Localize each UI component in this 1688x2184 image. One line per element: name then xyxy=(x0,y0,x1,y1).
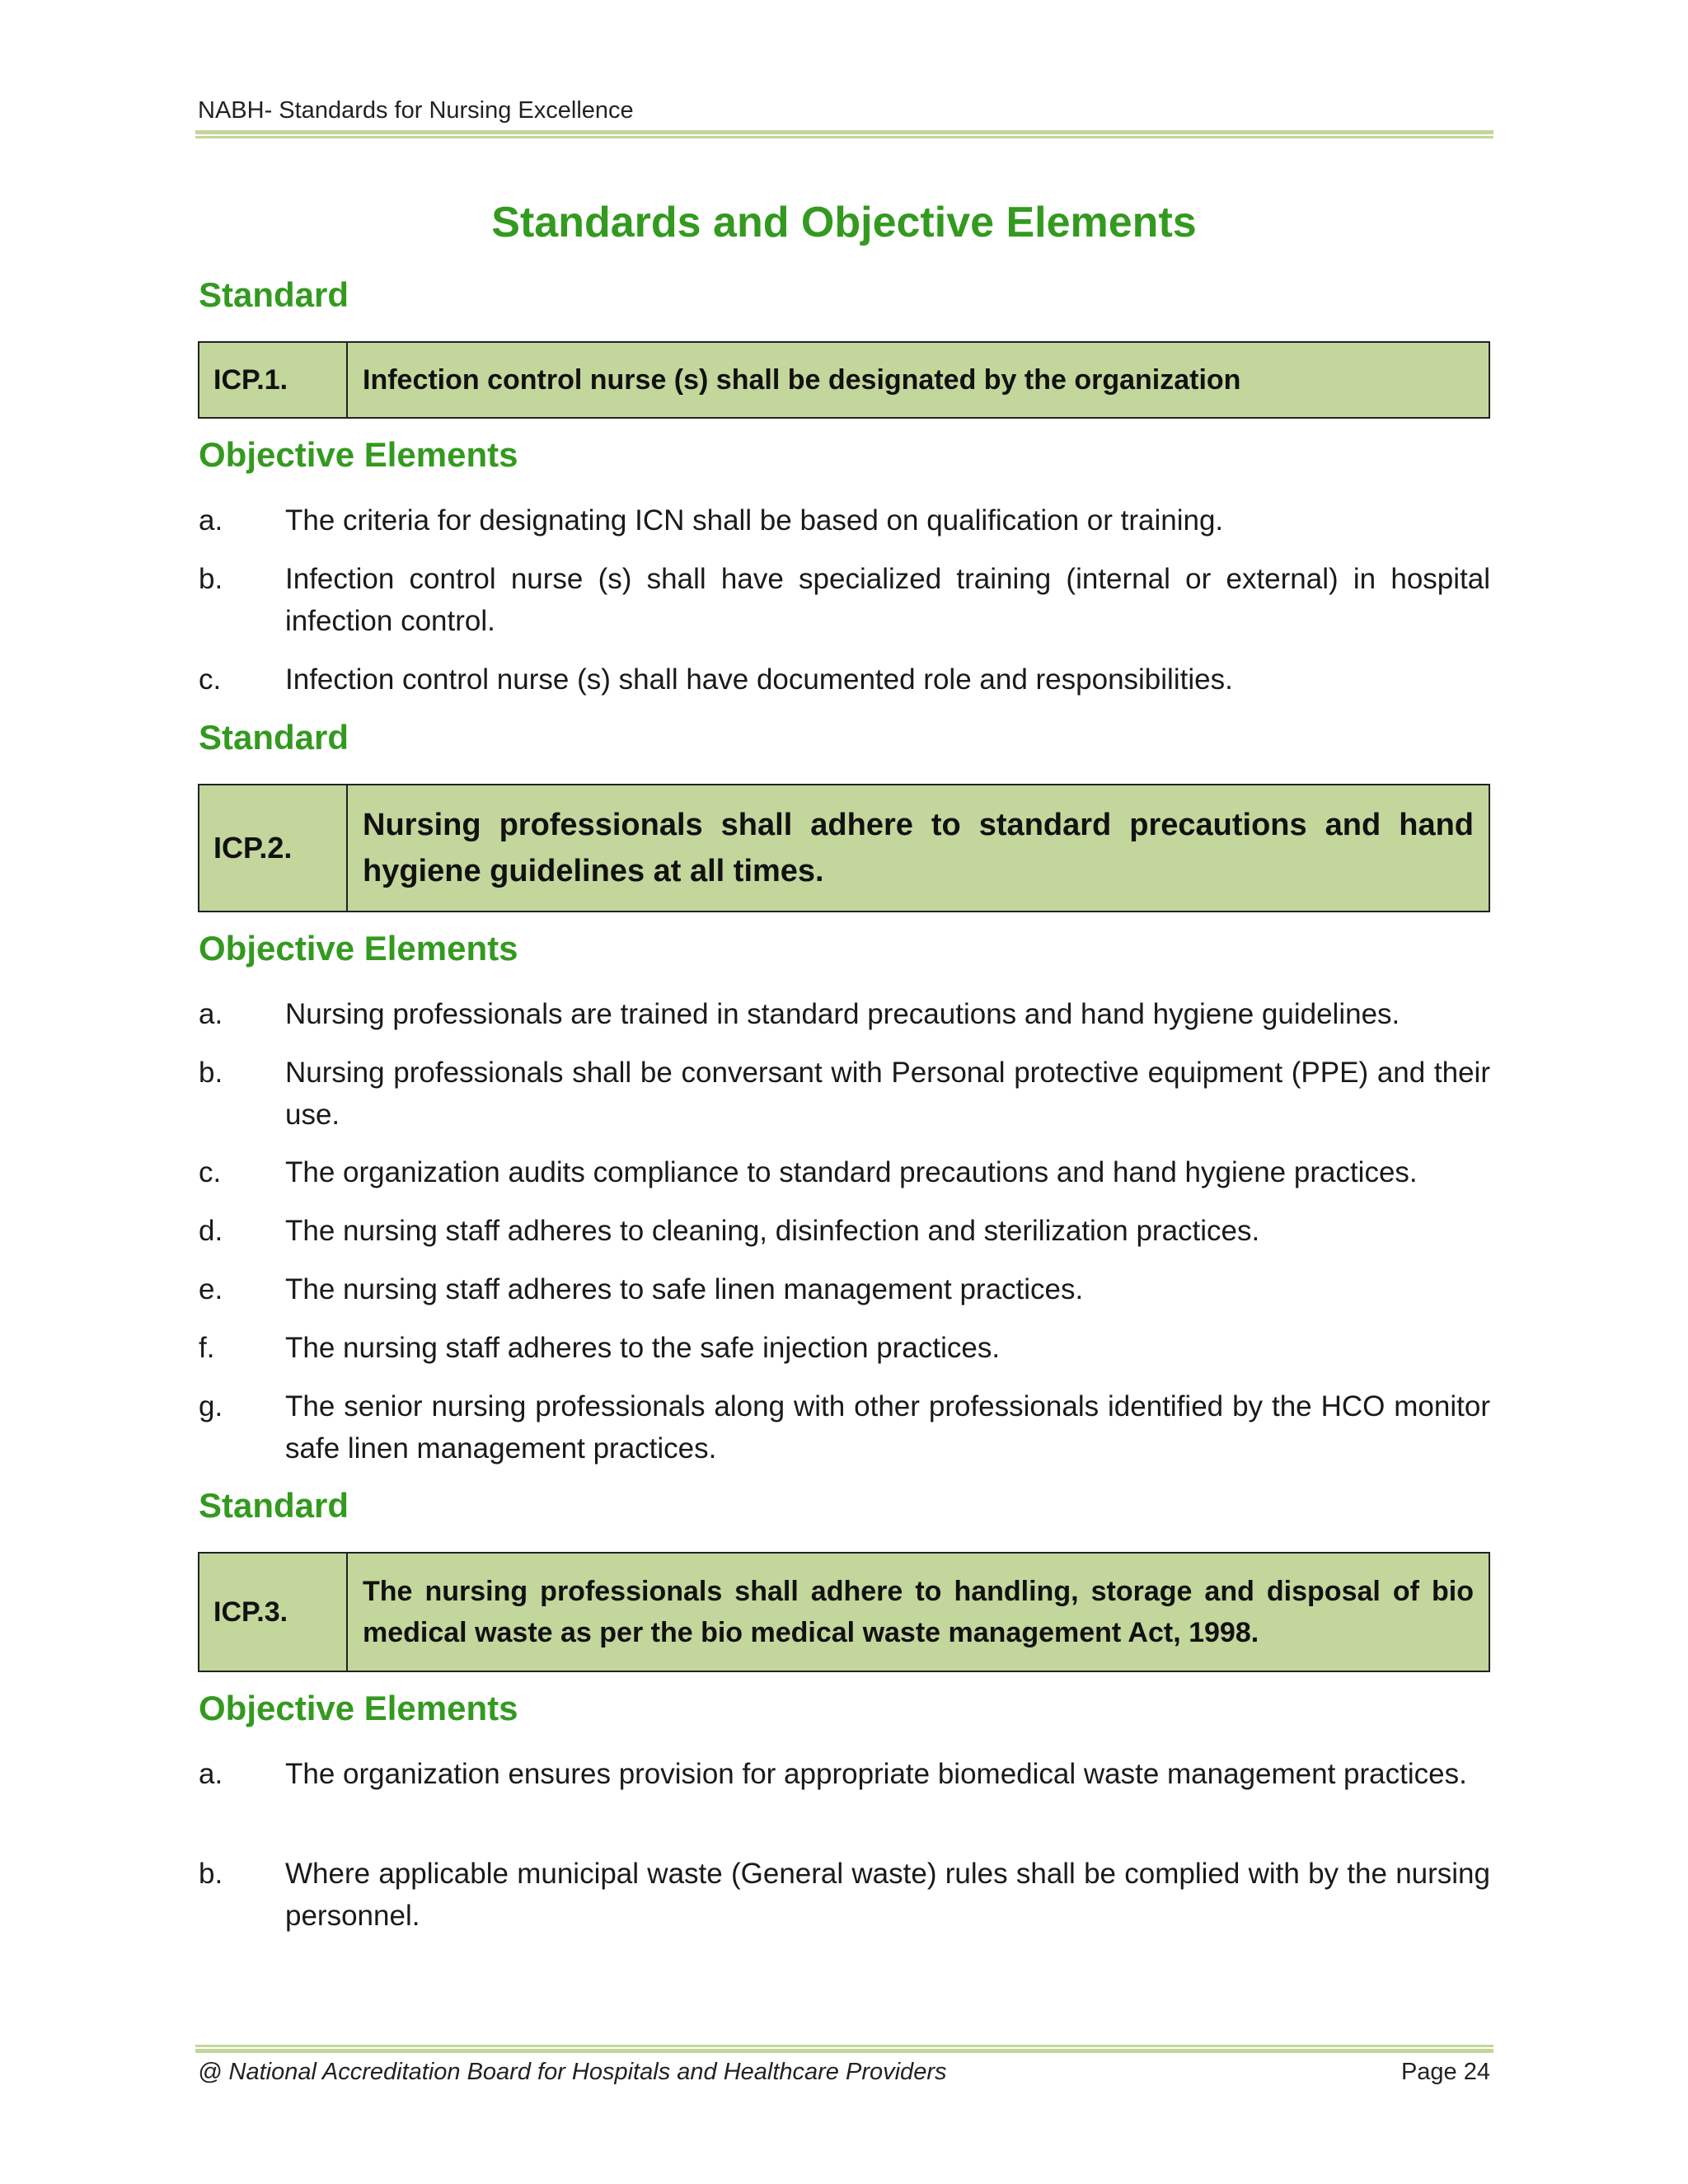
list-item xyxy=(199,499,1490,541)
standard-heading: Standard xyxy=(199,1486,349,1525)
item-letter: a. xyxy=(199,998,223,1030)
list-item xyxy=(199,558,1490,642)
item-letter: c. xyxy=(199,1156,222,1188)
item-text: Nursing professionals are trained in standard precautions and hand hygiene guidelines. xyxy=(285,998,1400,1030)
item-text: The organization audits compliance to standard precautions and hand hygiene practices. xyxy=(285,1156,1418,1188)
page-number: Page 24 xyxy=(1400,2059,1490,2085)
item-letter: e. xyxy=(199,1273,223,1305)
header-title: NABH- Standards for Nursing Excellence xyxy=(198,97,634,124)
list-item xyxy=(199,993,1490,1035)
item-letter: b. xyxy=(199,1858,223,1890)
item-text: The nursing staff adheres to the safe injection practices. xyxy=(285,1332,1001,1364)
list-item xyxy=(199,1268,1490,1310)
standard-code: ICP.1. xyxy=(199,343,348,417)
item-text: Infection control nurse (s) shall have documented role and responsibilities. xyxy=(285,663,1233,696)
standard-text: Infection control nurse (s) shall be designated by the organization xyxy=(363,364,1241,396)
standard-code: ICP.2. xyxy=(199,785,348,911)
objective-elements-heading: Objective Elements xyxy=(199,929,518,968)
item-letter: b. xyxy=(199,563,223,595)
objective-elements-heading: Objective Elements xyxy=(199,435,518,474)
list-item xyxy=(199,658,1490,701)
standard-text: Nursing professionals shall adhere to standard precautions and hand hygiene guidelines at all times. xyxy=(363,808,1474,888)
footer-rule xyxy=(195,2049,1493,2053)
standard-heading: Standard xyxy=(199,718,349,757)
standard-box xyxy=(198,784,1490,912)
list-item xyxy=(199,1052,1490,1136)
item-letter: a. xyxy=(199,504,223,537)
item-letter: a. xyxy=(199,1758,223,1790)
objective-elements-heading: Objective Elements xyxy=(199,1689,518,1727)
item-letter: f. xyxy=(199,1332,215,1364)
item-letter: c. xyxy=(199,663,222,696)
list-item xyxy=(199,1853,1490,1937)
page-title: Standards and Objective Elements xyxy=(491,199,1197,246)
list-item xyxy=(199,1385,1490,1469)
list-item xyxy=(199,1151,1490,1193)
list-item xyxy=(199,1210,1490,1252)
header-rule-thin xyxy=(195,136,1493,138)
footer-rule-thin xyxy=(195,2045,1493,2047)
item-letter: b. xyxy=(199,1057,223,1089)
standard-heading: Standard xyxy=(199,275,349,314)
list-item xyxy=(199,1327,1490,1369)
item-text: The senior nursing professionals along with other professionals identified by the HCO monitor safe linen management practices. xyxy=(285,1390,1490,1465)
item-letter: d. xyxy=(199,1215,223,1247)
header-rule xyxy=(195,130,1493,134)
item-text: Nursing professionals shall be conversant with Personal protective equipment (PPE) and their use. xyxy=(285,1057,1490,1131)
item-text: Infection control nurse (s) shall have specialized training (internal or external) in hospital infection control. xyxy=(285,563,1490,637)
standard-box xyxy=(198,1552,1490,1672)
item-letter: g. xyxy=(199,1390,223,1422)
item-text: The nursing staff adheres to safe linen management practices. xyxy=(285,1273,1084,1305)
item-text: The criteria for designating ICN shall be based on qualification or training. xyxy=(285,504,1224,537)
standard-box xyxy=(198,341,1490,419)
item-text: Where applicable municipal waste (General waste) rules shall be complied with by the nursing personnel. xyxy=(285,1858,1490,1932)
footer-copyright: @ National Accreditation Board for Hospitals and Healthcare Providers xyxy=(198,2059,947,2085)
item-text: The organization ensures provision for appropriate biomedical waste management practices. xyxy=(285,1758,1467,1790)
list-item xyxy=(199,1753,1490,1795)
standard-text: The nursing professionals shall adhere to handling, storage and disposal of bio medical waste as per the bio medical waste management Act, 1998. xyxy=(363,1576,1474,1648)
standard-code: ICP.3. xyxy=(199,1554,348,1671)
item-text: The nursing staff adheres to cleaning, disinfection and sterilization practices. xyxy=(285,1215,1260,1247)
